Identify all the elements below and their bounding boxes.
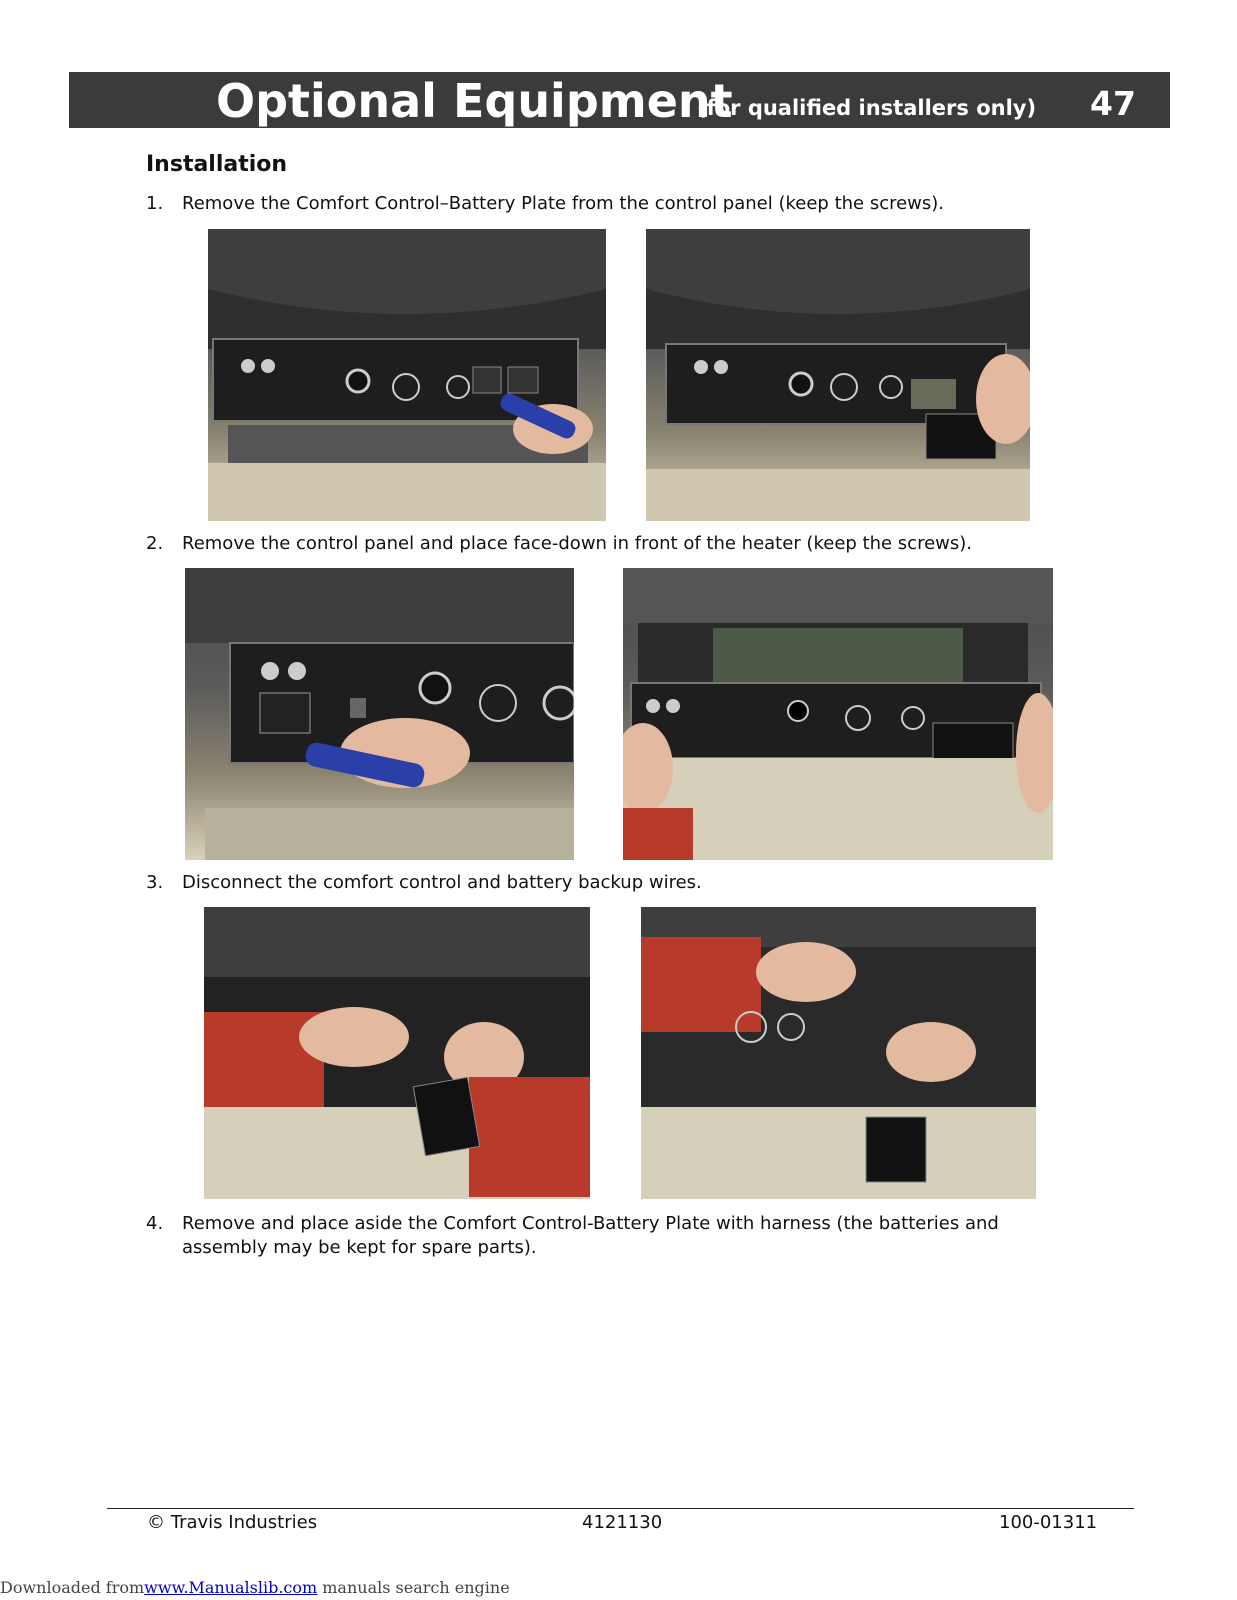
manualslib-link[interactable]: www.Manualslib.com — [144, 1578, 318, 1597]
step-number: 4. — [146, 1213, 164, 1234]
footer-part-number: 100-01311 — [999, 1512, 1098, 1533]
section-title: Installation — [146, 152, 288, 177]
step-text: Disconnect the comfort control and battery backup wires. — [182, 872, 702, 893]
page-subtitle: (for qualified installers only) — [697, 96, 1037, 120]
step-text: Remove the Comfort Control–Battery Plate from the control panel (keep the screws). — [182, 193, 945, 214]
page-title: Optional Equipment — [216, 74, 733, 128]
photo-remove-plate-hand — [646, 229, 1030, 521]
footer-divider — [107, 1508, 1134, 1509]
download-notice — [0, 1578, 510, 1597]
step-number: 1. — [146, 193, 164, 214]
step-text: Remove the control panel and place face-down in front of the heater (keep the screws). — [182, 533, 972, 554]
page-number: 47 — [1090, 84, 1136, 123]
step-4 — [146, 1212, 1076, 1262]
photo-remove-plate-screwdriver — [208, 229, 606, 521]
photo-remove-control-panel-screwdriver — [185, 568, 574, 860]
download-prefix: Downloaded from — [0, 1578, 145, 1597]
photo-disconnect-wires-left — [204, 907, 590, 1199]
footer-copyright: © Travis Industries — [147, 1512, 318, 1533]
footer-doc-number: 4121130 — [582, 1512, 663, 1533]
step-number: 2. — [146, 533, 164, 554]
photo-control-panel-removed — [623, 568, 1053, 860]
step-number: 3. — [146, 872, 164, 893]
download-suffix: manuals search engine — [317, 1578, 510, 1597]
photo-disconnect-wires-right — [641, 907, 1036, 1199]
step-text: Remove and place aside the Comfort Control-Battery Plate with harness (the batteries and assembly may be kept for spare parts). — [182, 1213, 999, 1258]
